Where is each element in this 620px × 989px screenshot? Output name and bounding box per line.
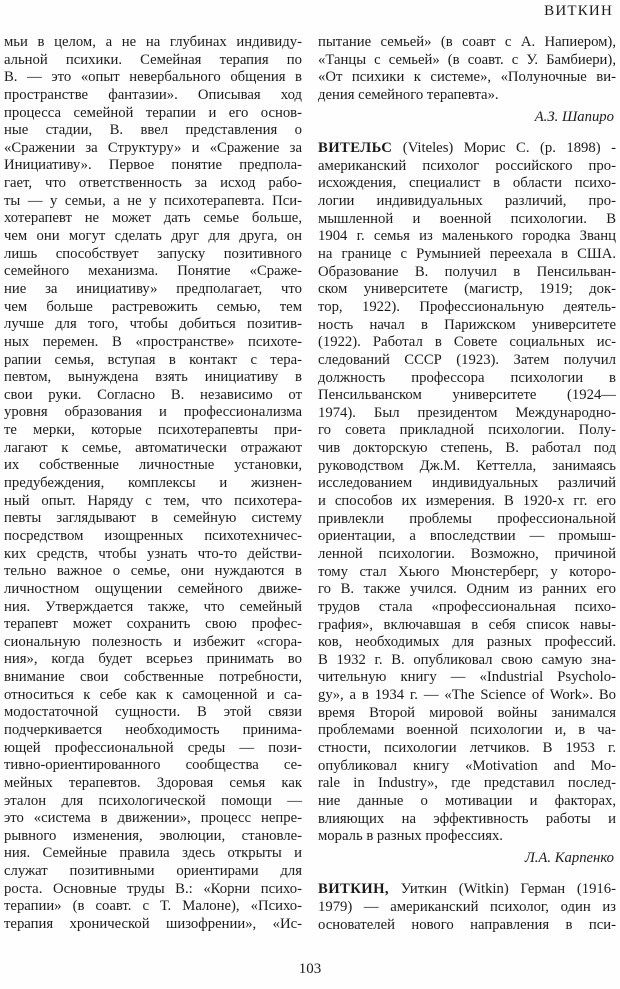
text-line: тивно-ориентированного сообщества се- <box>4 757 302 774</box>
text-line: привлекли проблемы профессиональной <box>318 510 616 527</box>
text-line: чем они могут сделать друг для друга, он <box>4 228 302 245</box>
text-line: стности, психологии летчиков. В 1953 г. <box>318 739 616 756</box>
text-column-right <box>318 34 616 934</box>
text-column-left <box>4 34 302 934</box>
text-columns <box>4 34 616 934</box>
text-line: тельно важное о семье, они нуждаются в <box>4 563 302 580</box>
text-line: ском университете (магистр, 1919; док- <box>318 281 616 298</box>
text-line: американский психолог российского про- <box>318 157 616 174</box>
text-line: ния. Утверждается также, что семейный <box>4 598 302 615</box>
entry-first-line: ВИТЕЛЬС (Viteles) Морис С. (р. 1898) - <box>318 140 616 157</box>
text-line: мышленной и военной психологии. В <box>318 210 616 227</box>
text-line: это «система в движении», процесс непре- <box>4 810 302 827</box>
text-line: лучше для того, чтобы добиться позитив- <box>4 316 302 333</box>
text-line: певтом, вынуждена взять инициативу в <box>4 369 302 386</box>
text-line: ния. Семейные правила здесь открыты и <box>4 845 302 862</box>
text-line: предубеждения, комплексы и жизнен- <box>4 475 302 492</box>
text-line: чив докторскую степень, В. работал под <box>318 440 616 457</box>
text-line: чем больше растревожить семью, тем <box>4 298 302 315</box>
text-line: ных перемен. В «пространстве» психоте- <box>4 333 302 350</box>
text-line: го В. также учился. Одним из ранних его <box>318 581 616 598</box>
text-line: руководством Дж.М. Кеттелла, занимаясь <box>318 457 616 474</box>
text-line: альной психики. Семейная терапия по <box>4 51 302 68</box>
text-line: лишь способствует запуску позитивного <box>4 245 302 262</box>
text-line: хотерапевт не может дать семье больше, <box>4 210 302 227</box>
text-line: 1904 г. семья из маленького городка Званц <box>318 228 616 245</box>
text-line: эталон для психологической помощи — <box>4 792 302 809</box>
author-signature: Л.А. Карпенко <box>524 849 614 866</box>
text-line: ный опыт. Наряду с тем, что психотера- <box>4 492 302 509</box>
text-line: пространстве фантазии». Описывая ход <box>4 86 302 103</box>
text-line: ков, необходимых для разных профессий. <box>318 634 616 651</box>
text-line: ких средств, чтобы узнать что-то действи- <box>4 545 302 562</box>
text-line: ты — у семьи, а не у психотерапевта. Пси- <box>4 192 302 209</box>
text-line: трудов стала «профессиональная психо- <box>318 598 616 615</box>
text-line: влияющих на эффективность работы и <box>318 810 616 827</box>
text-line: подчеркивается необходимость принима- <box>4 721 302 738</box>
text-line: должность профессора психологии в <box>318 369 616 386</box>
text-line: личностном ощущении семейного движе- <box>4 580 302 597</box>
text-line: модостаточной сущности. В этой связи <box>4 704 302 721</box>
text-line: терапии» (в соавт. с Т. Малоне), «Психо- <box>4 898 302 915</box>
text-line: Образование В. получил в Пенсильван- <box>318 263 616 280</box>
text-line: их собственные личностные установки, <box>4 457 302 474</box>
text-line: 1974). Был президентом Международно- <box>318 404 616 421</box>
text-line: свои руки. Согласно В. независимо от <box>4 386 302 403</box>
text-line: ющей профессиональной среды — пози- <box>4 739 302 756</box>
running-header: ВИТКИН <box>544 3 613 19</box>
entry-headword: ВИТЕЛЬС <box>318 140 393 157</box>
text-line: рывного изменения, эволюции, становле- <box>4 827 302 844</box>
text-line: посредством изощренных психотехничес- <box>4 527 302 544</box>
text-line: проблемами военной психологии и, в ча- <box>318 722 616 739</box>
page-number: 103 <box>298 961 322 977</box>
text-line: мейных терапевтов. Здоровая семья как <box>4 774 302 791</box>
text-line: опубликовал книгу «Motivation and Mo- <box>318 757 616 774</box>
text-line: ленной психологии. Возможно, причиной <box>318 545 616 562</box>
text-line: внимание свои собственные потребности, <box>4 669 302 686</box>
text-line: исследованием индивидуальных различий <box>318 475 616 492</box>
text-line: ность начал в Парижском университете <box>318 316 616 333</box>
text-line: ние данные о мотивации и факторах, <box>318 792 616 809</box>
text-line: пытание семьей» (в соавт с А. Напиером), <box>318 34 616 50</box>
text-line: роста. Основные труды В.: «Корни психо- <box>4 880 302 897</box>
text-line: мьи в целом, а не на глубинах индивиду- <box>4 34 302 50</box>
text-line: служат позитивными ориентирами для <box>4 863 302 880</box>
author-signature: А.З. Шапиро <box>534 108 614 125</box>
text-line: следований СССР (1923). Затем получил <box>318 351 616 368</box>
text-line: основателей нового направления в пси- <box>318 916 616 933</box>
text-line: ориентации, а впоследствии — промыш- <box>318 528 616 545</box>
text-line: процесса семейной терапии и его основ- <box>4 104 302 121</box>
text-line: Пенсильванском университете (1924— <box>318 387 616 404</box>
text-line: терапия хронической шизофрении», «Ис- <box>4 916 302 933</box>
text-line: графия», включавшая в себя список навы- <box>318 616 616 633</box>
text-line: «Танцы с семьей» (в соавт. с У. Бамбиери), <box>318 51 616 68</box>
entry-first-line: ВИТКИН, Уиткин (Witkin) Герман (1916- <box>318 881 616 898</box>
text-line: rale in Industry», где представил послед- <box>318 775 616 792</box>
text-line: В. — это «опыт невербального общения в <box>4 69 302 86</box>
text-line: Инициативу». Первое понятие предпола- <box>4 157 302 174</box>
text-line: ния», когда будет всерьез принимать во <box>4 651 302 668</box>
text-line: гает, что ответственность за исход рабо- <box>4 175 302 192</box>
text-line: и способов их измерения. В 1920-х гг. его <box>318 493 616 510</box>
text-line: исхождения, специалист в области психо- <box>318 175 616 192</box>
text-line: В 1932 г. В. опубликовал свою самую зна- <box>318 651 616 668</box>
text-line: логии индивидуальных различий, про- <box>318 193 616 210</box>
text-line: «Сражении за Структуру» и «Сражение за <box>4 139 302 156</box>
text-line: ние за инициативу» предполагает, что <box>4 280 302 297</box>
text-line: чительную книгу — «Industrial Psycholo- <box>318 669 616 686</box>
text-line: сиональную полезность и избежит «сгора- <box>4 633 302 650</box>
text-line: рапии семья, вступая в контакт с тера- <box>4 351 302 368</box>
text-line: время Второй мировой войны занимался <box>318 704 616 721</box>
text-line: на границе с Румынией переехала в США. <box>318 246 616 263</box>
text-line: лагают к семье, автоматически отражают <box>4 439 302 456</box>
text-line: уровня образования и профессионализма <box>4 404 302 421</box>
text-line: gy», а в 1934 г. — «The Science of Work». Во <box>318 687 616 704</box>
text-line: семейного механизма. Понятие «Сраже- <box>4 263 302 280</box>
text-line: «От психики к системе», «Полуночные ви- <box>318 69 616 86</box>
text-line: го совета прикладной психологии. Полу- <box>318 422 616 439</box>
entry-headword: ВИТКИН, <box>318 881 389 898</box>
text-line: (1922). Работал в Совете социальных ис- <box>318 334 616 351</box>
text-line: тому стал Хьюго Мюнстерберг, у которо- <box>318 563 616 580</box>
text-line: те мерки, которые психотерапевты при- <box>4 422 302 439</box>
text-line: ные стадии, В. ввел представления о <box>4 122 302 139</box>
text-line: терапевт может сохранить свою профес- <box>4 616 302 633</box>
text-line: тор, 1922). Профессиональную деятель- <box>318 298 616 315</box>
text-line: певты заглядывают в семейную систему <box>4 510 302 527</box>
text-line: относиться к себе как к самоценной и са- <box>4 686 302 703</box>
text-line: мораль в разных профессиях. <box>318 828 503 845</box>
text-line: 1979) — американский психолог, один из <box>318 899 616 916</box>
text-line: дения семейного терапевта». <box>318 86 499 103</box>
